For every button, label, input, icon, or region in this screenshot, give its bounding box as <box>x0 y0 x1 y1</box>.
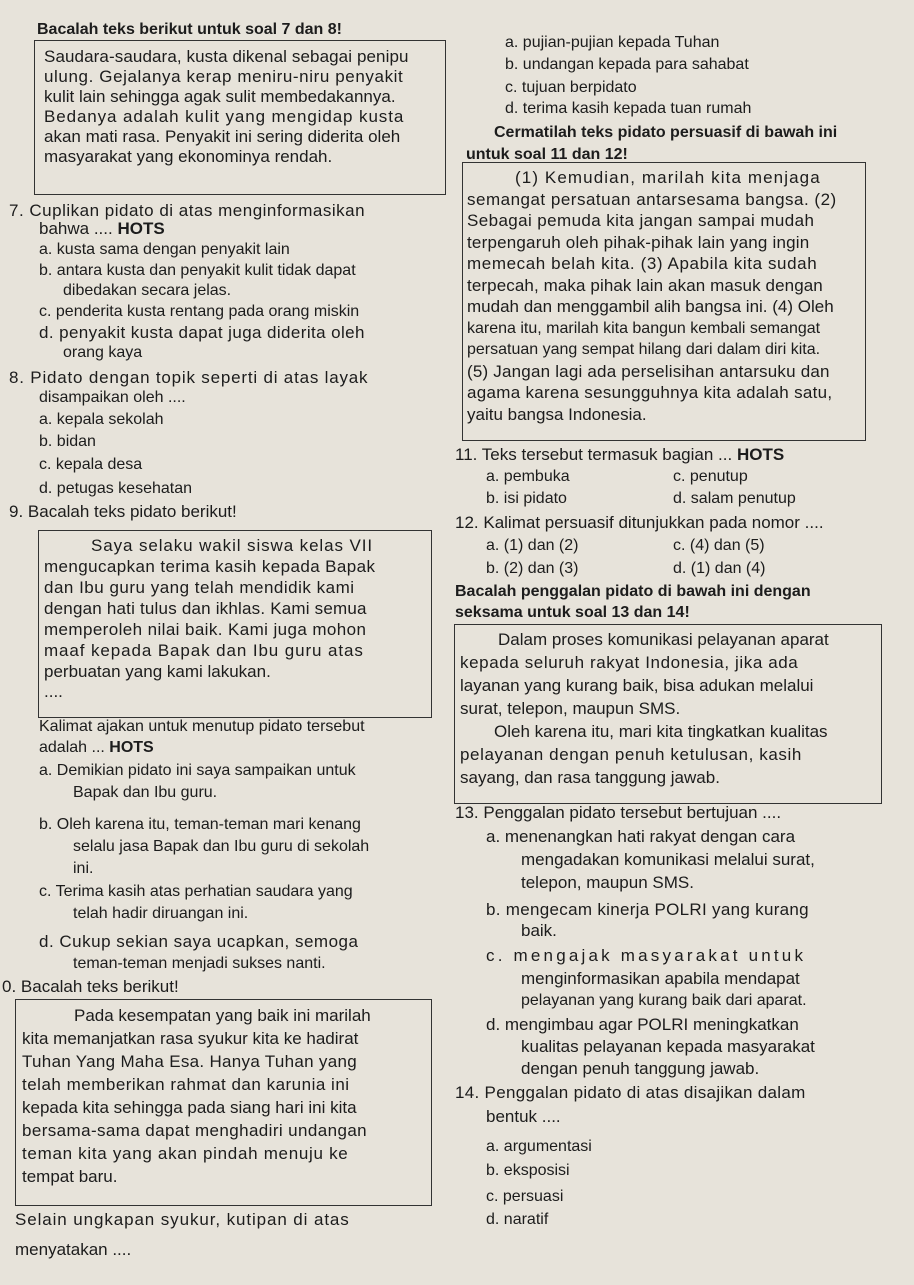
q10-option-b: b. undangan kepada para sahabat <box>505 56 749 73</box>
passage2-line: karena itu, marilah kita bangun kembali semangat <box>467 320 821 337</box>
q9-option-c: telah hadir diruangan ini. <box>73 905 249 922</box>
q9-option-b: ini. <box>73 860 94 877</box>
q9-passage-line: memperoleh nilai baik. Kami juga mohon <box>44 620 367 639</box>
q12-option-b: b. (2) dan (3) <box>486 560 579 577</box>
q9-question <box>39 739 154 757</box>
passage2-line: persatuan yang sempat hilang dari dalam diri kita. <box>467 341 821 358</box>
passage1-line: ulung. Gejalanya kerap meniru-niru penyakit <box>44 67 404 86</box>
q10-passage-line: kita memanjatkan rasa syukur kita ke hadirat <box>22 1029 359 1048</box>
q7-option-a: a. kusta sama dengan penyakit lain <box>39 241 290 258</box>
hots-badge: HOTS <box>736 445 785 464</box>
passage2-line: (1) Kemudian, marilah kita menjaga <box>515 168 821 187</box>
passage2-line: terpecah, maka pihak lain akan masuk dengan <box>467 276 823 295</box>
q9-question: Kalimat ajakan untuk menutup pidato tersebut <box>39 718 365 735</box>
q10-stem: 0. Bacalah teks berikut! <box>2 977 179 996</box>
q10-option-a: a. pujian-pujian kepada Tuhan <box>505 34 720 51</box>
passage1-line: masyarakat yang ekonominya rendah. <box>44 147 333 166</box>
q7-option-d: orang kaya <box>63 344 143 361</box>
q10-passage-line: bersama-sama dapat menghadiri undangan <box>22 1121 368 1140</box>
passage3-line: pelayanan dengan penuh ketulusan, kasih <box>460 745 802 764</box>
passage2-line: semangat persatuan antarsesama bangsa. (2) <box>467 190 837 209</box>
q13-option-a: telepon, maupun SMS. <box>521 873 694 892</box>
passage2-line: agama karena sesungguhnya kita adalah satu, <box>467 383 833 402</box>
q9-stem: 9. Bacalah teks pidato berikut! <box>9 502 237 521</box>
q8-stem: disampaikan oleh .... <box>39 389 186 406</box>
q9-question-text: adalah ... <box>39 739 105 756</box>
q10-passage-line: telah memberikan rahmat dan karunia ini <box>22 1075 350 1094</box>
passage3-line: Dalam proses komunikasi pelayanan aparat <box>498 630 829 649</box>
intro-13-14: Bacalah penggalan pidato di bawah ini dengan <box>455 583 811 600</box>
passage2-line: (5) Jangan lagi ada perselisihan antarsuku dan <box>467 362 830 381</box>
intro-13-14: seksama untuk soal 13 dan 14! <box>455 604 690 621</box>
q9-passage-line: Saya selaku wakil siswa kelas VII <box>91 536 373 555</box>
passage1-line: kulit lain sehingga agak sulit membedakannya. <box>44 87 396 106</box>
passage2-line: yaitu bangsa Indonesia. <box>467 405 647 424</box>
passage1-line: akan mati rasa. Penyakit ini sering diderita oleh <box>44 127 401 146</box>
intro-7-8: Bacalah teks berikut untuk soal 7 dan 8! <box>37 21 342 38</box>
q10-passage-line: Pada kesempatan yang baik ini marilah <box>74 1006 371 1025</box>
q9-passage-line: maaf kepada Bapak dan Ibu guru atas <box>44 641 364 660</box>
q10-question: menyatakan .... <box>15 1240 132 1259</box>
q8-option-a: a. kepala sekolah <box>39 411 164 428</box>
q8-option-c: c. kepala desa <box>39 456 143 473</box>
q10-passage-line: Tuhan Yang Maha Esa. Hanya Tuhan yang <box>22 1052 357 1071</box>
q9-passage-line: mengucapkan terima kasih kepada Bapak <box>44 557 376 576</box>
q14-option-c: c. persuasi <box>486 1188 564 1205</box>
q12-option-a: a. (1) dan (2) <box>486 537 579 554</box>
intro-11-12: untuk soal 11 dan 12! <box>466 146 628 163</box>
q11-option-a: a. pembuka <box>486 468 570 485</box>
q10-passage-line: kepada kita sehingga pada siang hari ini kita <box>22 1098 357 1117</box>
q10-question: Selain ungkapan syukur, kutipan di atas <box>15 1210 350 1229</box>
q14-option-b: b. eksposisi <box>486 1162 570 1179</box>
hots-badge: HOTS <box>109 739 154 756</box>
q9-option-a: a. Demikian pidato ini saya sampaikan untuk <box>39 762 356 779</box>
q12-stem: 12. Kalimat persuasif ditunjukkan pada nomor .... <box>455 513 824 532</box>
q13-option-d: dengan penuh tanggung jawab. <box>521 1059 760 1078</box>
q7-stem <box>39 220 165 238</box>
q13-option-a: mengadakan komunikasi melalui surat, <box>521 850 815 869</box>
q13-option-c: pelayanan yang kurang baik dari aparat. <box>521 992 807 1009</box>
q9-passage-line: perbuatan yang kami lakukan. <box>44 662 271 681</box>
q13-option-d: kualitas pelayanan kepada masyarakat <box>521 1037 815 1056</box>
q12-option-d: d. (1) dan (4) <box>673 560 766 577</box>
q13-option-b: b. mengecam kinerja POLRI yang kurang <box>486 900 809 919</box>
q9-option-b: b. Oleh karena itu, teman-teman mari kenang <box>39 816 361 833</box>
q9-passage-line: dan Ibu guru yang telah mendidik kami <box>44 578 355 597</box>
q7-option-c: c. penderita kusta rentang pada orang miskin <box>39 303 360 320</box>
passage3-line: layanan yang kurang baik, bisa adukan melalui <box>460 676 814 695</box>
q13-option-c: menginformasikan apabila mendapat <box>521 969 800 988</box>
q7-option-b: b. antara kusta dan penyakit kulit tidak dapat <box>39 262 356 279</box>
passage2-line: Sebagai pemuda kita jangan sampai mudah <box>467 211 815 230</box>
q14-stem: bentuk .... <box>486 1107 561 1126</box>
q14-stem: 14. Penggalan pidato di atas disajikan dalam <box>455 1083 806 1102</box>
q11-stem <box>455 446 784 464</box>
q11-stem-text: 11. Teks tersebut termasuk bagian ... <box>455 445 733 464</box>
q7-option-b: dibedakan secara jelas. <box>63 282 232 299</box>
passage3-line: surat, telepon, maupun SMS. <box>460 699 681 718</box>
q10-option-d: d. terima kasih kepada tuan rumah <box>505 100 752 117</box>
q11-option-b: b. isi pidato <box>486 490 567 507</box>
q10-option-c: c. tujuan berpidato <box>505 79 637 96</box>
q7-stem-text: bahwa .... <box>39 219 113 238</box>
q12-option-c: c. (4) dan (5) <box>673 537 765 554</box>
q14-option-a: a. argumentasi <box>486 1138 592 1155</box>
passage2-line: mudah dan menggambil alih bangsa ini. (4) Oleh <box>467 297 834 316</box>
q9-option-a: Bapak dan Ibu guru. <box>73 784 218 801</box>
q8-option-d: d. petugas kesehatan <box>39 480 193 497</box>
passage2-line: memecah belah kita. (3) Apabila kita sudah <box>467 254 818 273</box>
passage3-line: sayang, dan rasa tanggung jawab. <box>460 768 720 787</box>
q13-option-d: d. mengimbau agar POLRI meningkatkan <box>486 1015 799 1034</box>
q7-option-d: d. penyakit kusta dapat juga diderita oleh <box>39 323 365 342</box>
passage1-line: Saudara-saudara, kusta dikenal sebagai penipu <box>44 47 409 66</box>
q11-option-d: d. salam penutup <box>673 490 796 507</box>
q13-stem: 13. Penggalan pidato tersebut bertujuan .... <box>455 803 782 822</box>
q10-passage-line: teman kita yang akan pindah menuju ke <box>22 1144 349 1163</box>
q9-option-d: d. Cukup sekian saya ucapkan, semoga <box>39 932 359 951</box>
q9-option-d: teman-teman menjadi sukses nanti. <box>73 955 326 972</box>
passage3-line: Oleh karena itu, mari kita tingkatkan kualitas <box>494 722 828 741</box>
q9-option-c: c. Terima kasih atas perhatian saudara yang <box>39 883 353 900</box>
passage2-line: terpengaruh oleh pihak-pihak lain yang ingin <box>467 233 810 252</box>
q8-option-b: b. bidan <box>39 433 96 450</box>
passage3-line: kepada seluruh rakyat Indonesia, jika ada <box>460 653 799 672</box>
q9-option-b: selalu jasa Bapak dan Ibu guru di sekolah <box>73 838 370 855</box>
q7-stem: 7. Cuplikan pidato di atas menginformasikan <box>9 201 366 220</box>
q9-passage-line: .... <box>44 682 63 701</box>
intro-11-12: Cermatilah teks pidato persuasif di bawah ini <box>494 124 838 141</box>
q13-option-c: c. mengajak masyarakat untuk <box>486 946 807 965</box>
q10-passage-line: tempat baru. <box>22 1167 118 1186</box>
q13-option-a: a. menenangkan hati rakyat dengan cara <box>486 827 796 846</box>
q13-option-b: baik. <box>521 921 557 940</box>
q8-stem: 8. Pidato dengan topik seperti di atas layak <box>9 368 369 387</box>
q14-option-d: d. naratif <box>486 1211 549 1228</box>
q11-option-c: c. penutup <box>673 468 748 485</box>
q9-passage-line: dengan hati tulus dan ikhlas. Kami semua <box>44 599 367 618</box>
hots-badge: HOTS <box>117 219 165 238</box>
passage1-line: Bedanya adalah kulit yang mengidap kusta <box>44 107 405 126</box>
